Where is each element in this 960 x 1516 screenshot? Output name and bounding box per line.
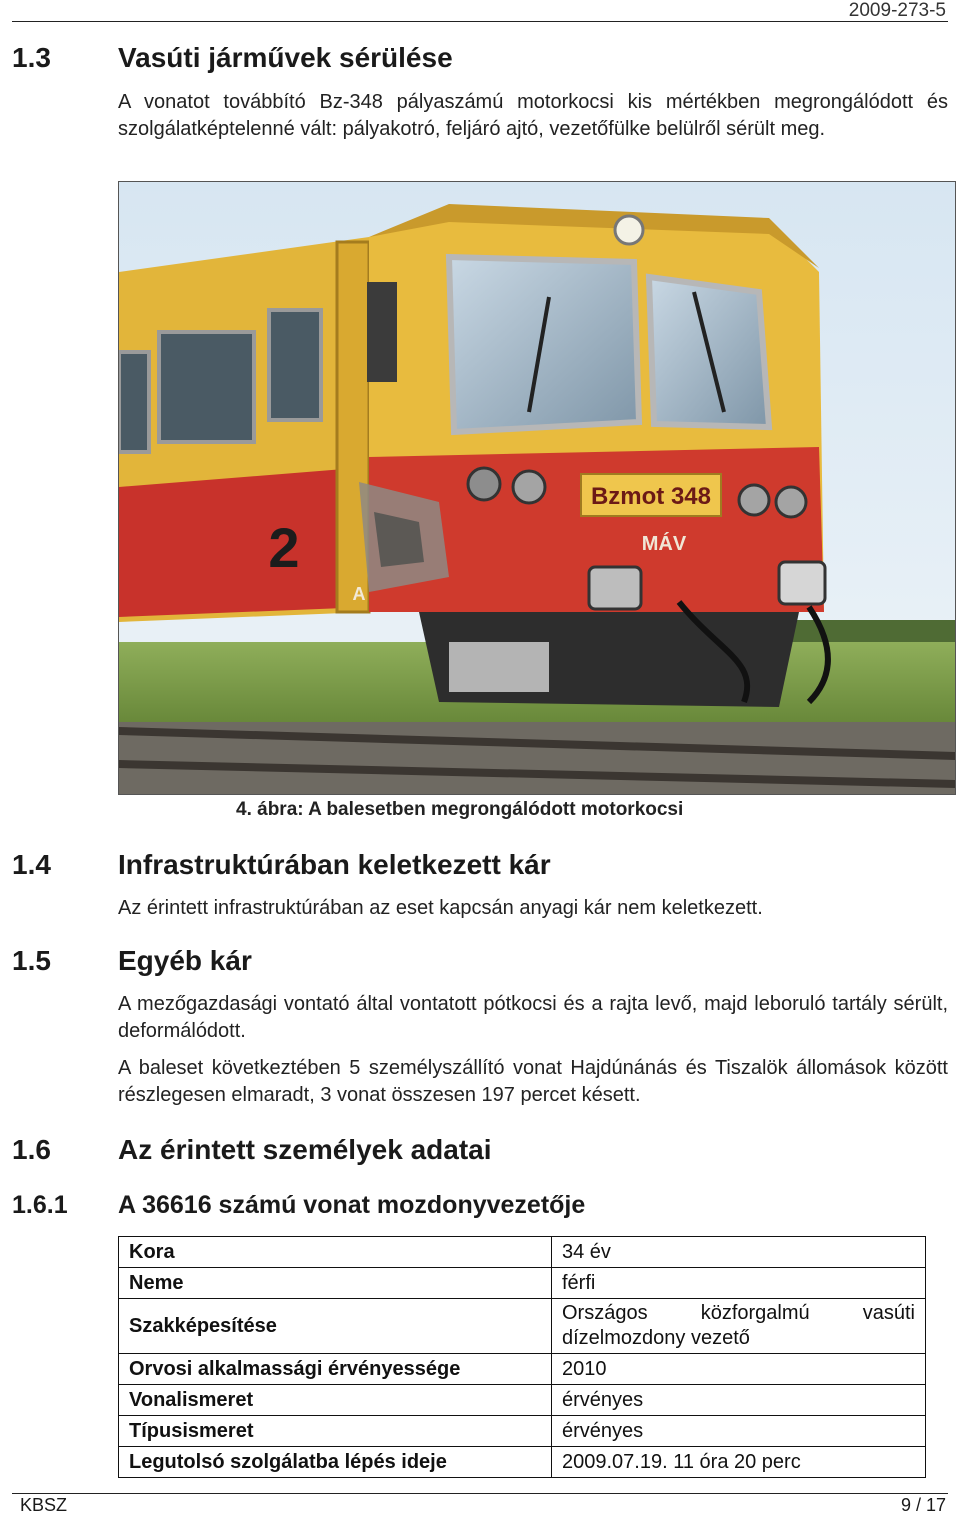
section-1-3-paragraph: A vonatot továbbító Bz-348 pályaszámú motorkocsi kis mértékben megrongálódott és szolgálatképtelenné vált: pályakotró, feljáró ajtó, vezetőfülke belülről sérült meg. bbox=[118, 91, 948, 140]
row-label: Kora bbox=[119, 1237, 552, 1268]
table-row bbox=[119, 1416, 926, 1447]
row-value: 2009.07.19. 11 óra 20 perc bbox=[552, 1447, 926, 1478]
document-id: 2009-273-5 bbox=[848, 0, 946, 21]
car-side-number: 2 bbox=[268, 516, 300, 579]
section-1-5-number: 1.5 bbox=[12, 945, 51, 976]
row-label: Típusismeret bbox=[119, 1416, 552, 1447]
row-value: 2010 bbox=[552, 1354, 926, 1385]
driver-data-table bbox=[118, 1236, 926, 1478]
section-1-3-number: 1.3 bbox=[12, 42, 51, 73]
footer-rule bbox=[12, 1493, 948, 1494]
section-1-3-title: Vasúti járművek sérülése bbox=[118, 42, 453, 73]
section-1-6-1-number: 1.6.1 bbox=[12, 1191, 68, 1219]
footer-org: KBSZ bbox=[20, 1495, 68, 1515]
header-rule bbox=[12, 21, 948, 22]
number-plate-text: Bzmot 348 bbox=[590, 483, 712, 510]
row-value: érvényes bbox=[552, 1416, 926, 1447]
table-row bbox=[119, 1385, 926, 1416]
row-label: Vonalismeret bbox=[119, 1385, 552, 1416]
section-1-4-paragraph: Az érintett infrastruktúrában az eset kapcsán anyagi kár nem keletkezett. bbox=[118, 897, 763, 919]
row-label: Orvosi alkalmassági érvényessége bbox=[119, 1354, 552, 1385]
table-row bbox=[119, 1299, 926, 1354]
table-row bbox=[119, 1237, 926, 1268]
section-1-6-title: Az érintett személyek adatai bbox=[118, 1134, 492, 1165]
row-value: Országos közforgalmú vasúti dízelmozdony vezető bbox=[552, 1299, 926, 1354]
damaged-railcar-photo bbox=[118, 181, 956, 795]
section-1-4-title: Infrastruktúrában keletkezett kár bbox=[118, 849, 551, 880]
car-side-letter: A bbox=[352, 584, 366, 604]
section-1-4-number: 1.4 bbox=[12, 849, 51, 880]
section-1-5-paragraph-1: A mezőgazdasági vontató által vontatott pótkocsi és a rajta levő, majd leboruló tartály sérült, deformálódott. bbox=[118, 993, 948, 1042]
mav-logo: MÁV bbox=[641, 533, 687, 555]
section-1-6-number: 1.6 bbox=[12, 1134, 51, 1165]
row-value: férfi bbox=[552, 1268, 926, 1299]
row-label: Legutolsó szolgálatba lépés ideje bbox=[119, 1447, 552, 1478]
row-label: Neme bbox=[119, 1268, 552, 1299]
table-row bbox=[119, 1354, 926, 1385]
row-label: Szakképesítése bbox=[119, 1299, 552, 1354]
section-1-6-1-title: A 36616 számú vonat mozdonyvezetője bbox=[118, 1191, 586, 1219]
row-value: érvényes bbox=[552, 1385, 926, 1416]
page-number: 9 / 17 bbox=[900, 1495, 946, 1515]
table-row bbox=[119, 1268, 926, 1299]
figure-caption: 4. ábra: A balesetben megrongálódott motorkocsi bbox=[236, 799, 684, 820]
row-value: 34 év bbox=[552, 1237, 926, 1268]
section-1-5-title: Egyéb kár bbox=[118, 945, 252, 976]
section-1-5-paragraph-2: A baleset következtében 5 személyszállító vonat Hajdúnánás és Tiszalök állomások között részlegesen elmaradt, 3 vonat összesen 197 percet késett. bbox=[118, 1057, 948, 1106]
table-row bbox=[119, 1447, 926, 1478]
